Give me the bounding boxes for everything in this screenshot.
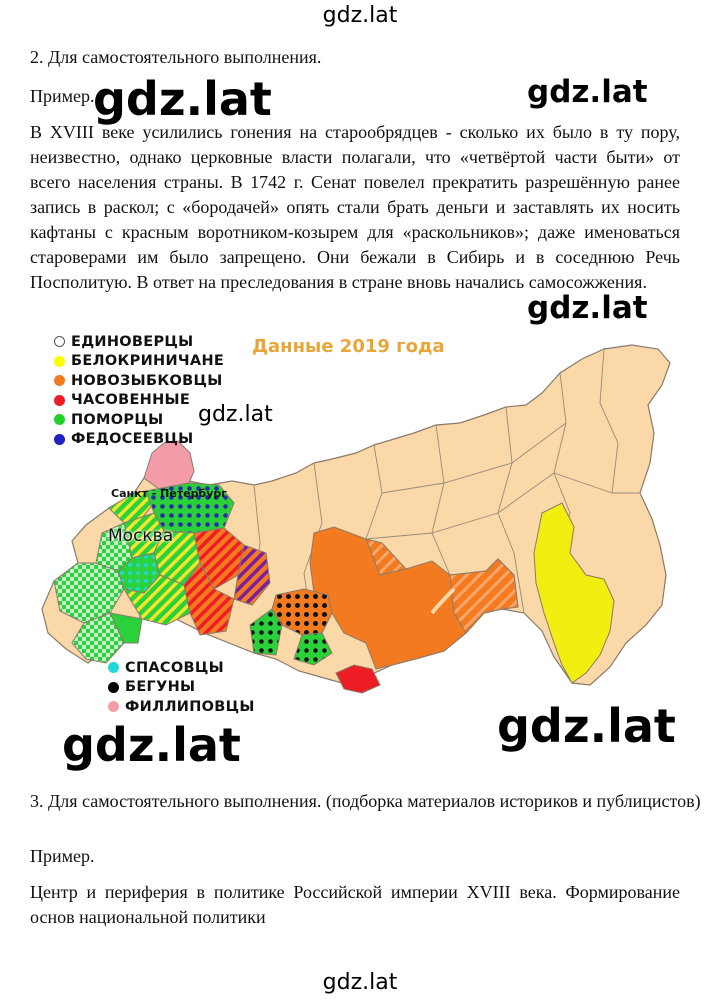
legend-item-fedoseevtsy	[54, 430, 224, 450]
map-legend-bottom	[108, 658, 255, 717]
legend-dot-pomortsy	[54, 414, 65, 425]
watermark-medium-2: gdz.lat	[527, 290, 648, 326]
legend-dot-chasovennye	[54, 395, 65, 406]
legend-label-edinovertsy: ЕДИНОВЕРЦЫ	[71, 333, 194, 350]
legend-dot-beguny	[108, 682, 119, 693]
section3-paragraph: Центр и периферия в политике Российской империи XVIII века. Формирование основ национальной политики	[30, 882, 680, 927]
watermark-medium-1: gdz.lat	[527, 74, 648, 110]
watermark-large-1: gdz.lat	[93, 72, 272, 126]
watermark-on-map: gdz.lat	[198, 402, 273, 427]
legend-label-belokrinichane: БЕЛОКРИНИЧАНЕ	[71, 353, 225, 370]
legend-item-belokrinichane	[54, 352, 224, 372]
map-title: Данные 2019 года	[252, 336, 445, 357]
section3-heading: 3. Для самостоятельного выполнения. (подборка материалов историков и публицистов)	[30, 791, 701, 811]
watermark-top: gdz.lat	[322, 3, 398, 28]
legend-dot-novozybkovtsy	[54, 375, 65, 386]
legend-dot-fillipovtsy	[108, 701, 119, 712]
legend-dot-fedoseevtsy	[54, 434, 65, 445]
watermark-large-2: gdz.lat	[62, 718, 241, 772]
map-legend-top	[54, 332, 224, 449]
section2-example-label: Пример.	[30, 86, 95, 106]
section3-example-label: Пример.	[30, 846, 95, 866]
city-label-moscow: Москва	[108, 526, 174, 546]
legend-dot-spasovtsy	[108, 662, 119, 673]
legend-dot-edinovertsy	[54, 336, 65, 347]
section3-heading-line1	[30, 789, 701, 814]
legend-item-spasovtsy	[108, 658, 255, 678]
section2-heading: 2. Для самостоятельного выполнения.	[30, 47, 322, 67]
city-label-spb: Санкт - Петербург	[111, 487, 228, 500]
legend-label-spasovtsy: СПАСОВЦЫ	[125, 659, 224, 676]
legend-label-fillipovtsy: ФИЛЛИПОВЦЫ	[125, 698, 255, 715]
watermark-large-3: gdz.lat	[497, 699, 676, 753]
watermark-bottom: gdz.lat	[322, 970, 398, 995]
legend-label-chasovennye: ЧАСОВЕННЫЕ	[71, 392, 191, 409]
legend-item-beguny	[108, 678, 255, 698]
legend-label-pomortsy: ПОМОРЦЫ	[71, 411, 164, 428]
legend-dot-belokrinichane	[54, 356, 65, 367]
legend-item-novozybkovtsy	[54, 371, 224, 391]
legend-label-beguny: БЕГУНЫ	[125, 679, 196, 696]
legend-label-fedoseevtsy: ФЕДОСЕЕВЦЫ	[71, 431, 194, 448]
legend-item-fillipovtsy	[108, 697, 255, 717]
legend-item-edinovertsy	[54, 332, 224, 352]
legend-label-novozybkovtsy: НОВОЗЫБКОВЦЫ	[71, 372, 223, 389]
section2-paragraph: В XVIII веке усилились гонения на старообрядцев - сколько их было в ту пору, неизвестно, однако церковные власти полагали, что «четвёртой части быти» от всего населения страны. В 1742 г. Сенат повелел прекратить разрешённую ранее запись в раскол; с «бородачей» опять стали брать деньги и заставлять их носить кафтаны с красным воротником-козырем для «раскольников»; даже именоваться староверами им было запрещено. Они бежали в Сибирь и в соседнюю Речь Посполитую. В ответ на преследования в стране вновь начались самосожжения.	[30, 122, 680, 292]
